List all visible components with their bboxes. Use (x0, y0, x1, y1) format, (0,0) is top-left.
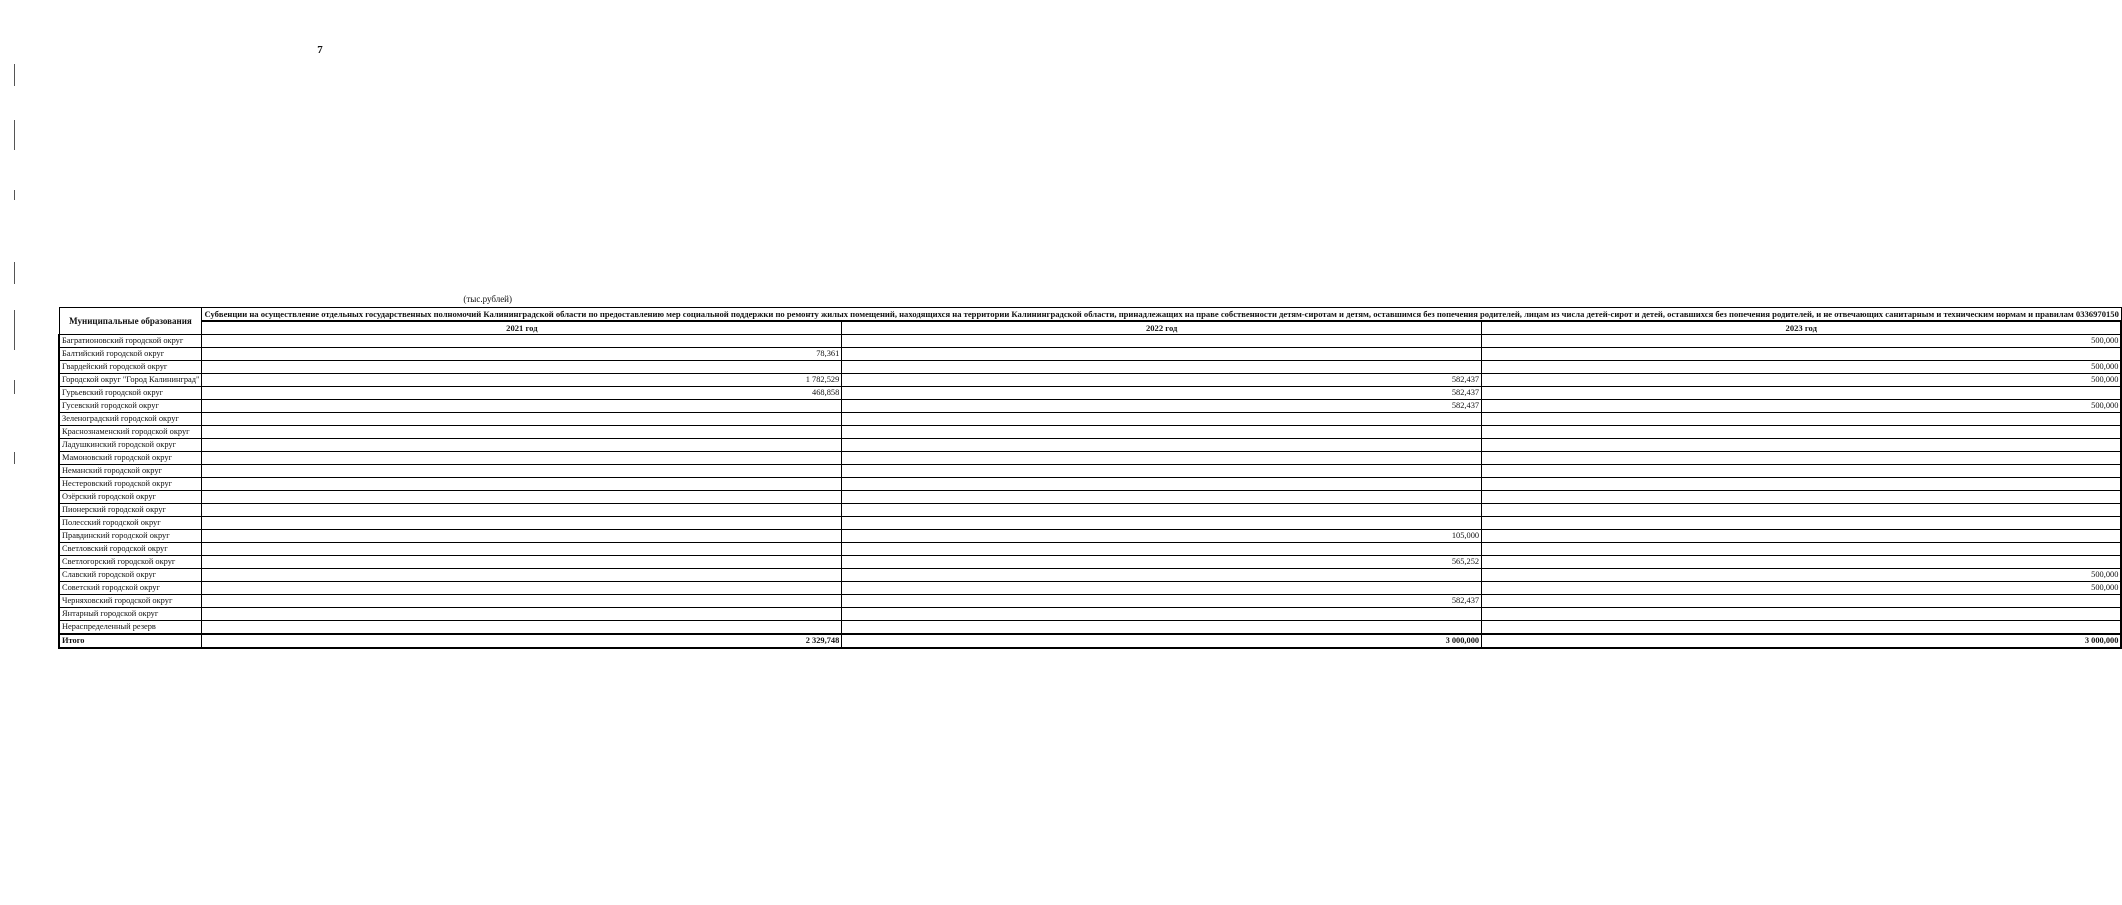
value-2023-cell (1482, 439, 2122, 452)
year-header-2022: 2022 год (842, 321, 1482, 335)
municipality-name-cell: Пионерский городской округ (59, 504, 202, 517)
value-2023-cell (1482, 543, 2122, 556)
value-2022-cell: 582,437 (842, 374, 1482, 387)
value-2023-cell (1482, 452, 2122, 465)
column-header-description: Субвенции на осуществление отдельных государственных полномочий Калининградской области по предоставлению мер социальной поддержки по ремонту жилых помещений, находящихся на территории Калининградской области, принадлежащих на праве собственности детям-сиротам и детям, оставшимся без попечения родителей, лицам из числа детей-сирот и детей, оставшихся без попечения родителей, и не отвечающих санитарным и техническим нормам и правилам 0336970150 (202, 308, 2121, 322)
table-row (59, 556, 2121, 569)
municipality-name-cell: Балтийский городской округ (59, 348, 202, 361)
value-2022-cell (842, 517, 1482, 530)
table-row (59, 621, 2121, 635)
value-2023-cell (1482, 530, 2122, 543)
value-2021-cell (202, 530, 842, 543)
table-row (59, 400, 2121, 413)
table-row (59, 374, 2121, 387)
value-2023-cell (1482, 478, 2122, 491)
value-2022-cell (842, 439, 1482, 452)
municipality-name-cell: Янтарный городской округ (59, 608, 202, 621)
scan-margin-mark (14, 190, 15, 200)
value-2022-cell (842, 582, 1482, 595)
municipality-name-cell: Полесский городской округ (59, 517, 202, 530)
value-2023-cell (1482, 504, 2122, 517)
table-row (59, 595, 2121, 608)
table-row (59, 491, 2121, 504)
value-2022-cell: 582,437 (842, 387, 1482, 400)
value-2022-cell: 582,437 (842, 595, 1482, 608)
value-2021-cell (202, 556, 842, 569)
scan-margin-mark (14, 120, 15, 150)
table-row (59, 452, 2121, 465)
value-2021-cell (202, 400, 842, 413)
scan-margin-mark (14, 380, 15, 394)
municipality-name-cell: Нестеровский городской округ (59, 478, 202, 491)
value-2023-cell: 500,000 (1482, 361, 2122, 374)
value-2022-cell (842, 478, 1482, 491)
value-2022-cell (842, 543, 1482, 556)
value-2021-cell (202, 426, 842, 439)
table-row (59, 387, 2121, 400)
scan-margin-mark (14, 310, 15, 350)
value-2022-cell (842, 608, 1482, 621)
value-2021-cell (202, 543, 842, 556)
municipality-name-cell: Славский городской округ (59, 569, 202, 582)
value-2022-cell (842, 569, 1482, 582)
municipality-name-cell: Гурьевский городской округ (59, 387, 202, 400)
value-2022-cell (842, 348, 1482, 361)
value-2021-cell (202, 335, 842, 348)
value-2023-cell (1482, 517, 2122, 530)
municipality-name-cell: Багратионовский городской округ (59, 335, 202, 348)
value-2023-cell (1482, 491, 2122, 504)
table-row (59, 465, 2121, 478)
value-2023-cell (1482, 556, 2122, 569)
value-2021-cell (202, 439, 842, 452)
value-2023-cell (1482, 595, 2122, 608)
municipality-name-cell: Мамоновский городской округ (59, 452, 202, 465)
municipality-name-cell: Зеленоградский городской округ (59, 413, 202, 426)
table-body (59, 335, 2121, 649)
table-row (59, 478, 2121, 491)
value-2022-cell (842, 361, 1482, 374)
value-2022-cell: 565,252 (842, 556, 1482, 569)
value-2023-cell (1482, 621, 2122, 635)
table-row (59, 439, 2121, 452)
value-2023-cell: 3 000,000 (1482, 634, 2122, 648)
value-2022-cell (842, 335, 1482, 348)
municipality-name-cell: Городской округ "Город Калининград" (59, 374, 202, 387)
value-2021-cell (202, 452, 842, 465)
value-2021-cell: 468,858 (202, 387, 842, 400)
value-2022-cell: 582,437 (842, 400, 1482, 413)
column-header-municipal: Муниципальные образования (59, 308, 202, 335)
value-2021-cell (202, 465, 842, 478)
table-row (59, 543, 2121, 556)
value-2023-cell: 500,000 (1482, 335, 2122, 348)
value-2021-cell (202, 413, 842, 426)
municipality-name-cell: Озёрский городской округ (59, 491, 202, 504)
value-2022-cell (842, 452, 1482, 465)
value-2021-cell (202, 621, 842, 635)
value-2021-cell (202, 478, 842, 491)
scan-margin-mark (14, 452, 15, 464)
value-2022-cell (842, 465, 1482, 478)
value-2023-cell (1482, 426, 2122, 439)
page-number: 7 (317, 44, 323, 56)
municipality-name-cell: Черняховский городской округ (59, 595, 202, 608)
value-2021-cell (202, 504, 842, 517)
table-row (59, 569, 2121, 582)
municipality-name-cell: Нераспределенный резерв (59, 621, 202, 635)
year-header-2021: 2021 год (202, 321, 842, 335)
units-label: (тыс.рублей) (463, 294, 512, 304)
table-row (59, 530, 2121, 543)
scan-margin-mark (14, 262, 15, 284)
municipality-name-cell: Итого (59, 634, 202, 648)
value-2022-cell: 3 000,000 (842, 634, 1482, 648)
municipality-name-cell: Краснознаменский городской округ (59, 426, 202, 439)
value-2023-cell (1482, 413, 2122, 426)
value-2023-cell: 500,000 (1482, 400, 2122, 413)
value-2021-cell (202, 361, 842, 374)
table-row (59, 608, 2121, 621)
value-2022-cell: 105,000 (842, 530, 1482, 543)
value-2021-cell (202, 491, 842, 504)
municipality-name-cell: Правдинский городской округ (59, 530, 202, 543)
value-2021-cell: 2 329,748 (202, 634, 842, 648)
value-2023-cell (1482, 608, 2122, 621)
value-2022-cell (842, 413, 1482, 426)
municipality-name-cell: Советский городской округ (59, 582, 202, 595)
total-row (59, 634, 2121, 648)
value-2023-cell (1482, 348, 2122, 361)
value-2022-cell (842, 621, 1482, 635)
table-row (59, 504, 2121, 517)
municipality-name-cell: Гусевский городской округ (59, 400, 202, 413)
value-2022-cell (842, 491, 1482, 504)
table-row (59, 348, 2121, 361)
year-header-2023: 2023 год (1482, 321, 2122, 335)
value-2021-cell: 1 782,529 (202, 374, 842, 387)
municipality-name-cell: Светловский городской округ (59, 543, 202, 556)
value-2021-cell (202, 517, 842, 530)
value-2023-cell (1482, 465, 2122, 478)
table-row (59, 426, 2121, 439)
value-2023-cell: 500,000 (1482, 582, 2122, 595)
table-row (59, 582, 2121, 595)
subsidy-table (58, 307, 2122, 649)
value-2021-cell (202, 582, 842, 595)
municipality-name-cell: Неманский городской округ (59, 465, 202, 478)
table-row (59, 335, 2121, 348)
table-row (59, 361, 2121, 374)
value-2021-cell (202, 608, 842, 621)
municipality-name-cell: Светлогорский городской округ (59, 556, 202, 569)
municipality-name-cell: Ладушкинский городской округ (59, 439, 202, 452)
value-2021-cell (202, 569, 842, 582)
value-2021-cell (202, 595, 842, 608)
value-2022-cell (842, 504, 1482, 517)
value-2023-cell: 500,000 (1482, 374, 2122, 387)
value-2023-cell: 500,000 (1482, 569, 2122, 582)
scan-margin-mark (14, 64, 15, 86)
table-row (59, 517, 2121, 530)
municipality-name-cell: Гвардейский городской округ (59, 361, 202, 374)
value-2023-cell (1482, 387, 2122, 400)
value-2022-cell (842, 426, 1482, 439)
value-2021-cell: 78,361 (202, 348, 842, 361)
table-row (59, 413, 2121, 426)
